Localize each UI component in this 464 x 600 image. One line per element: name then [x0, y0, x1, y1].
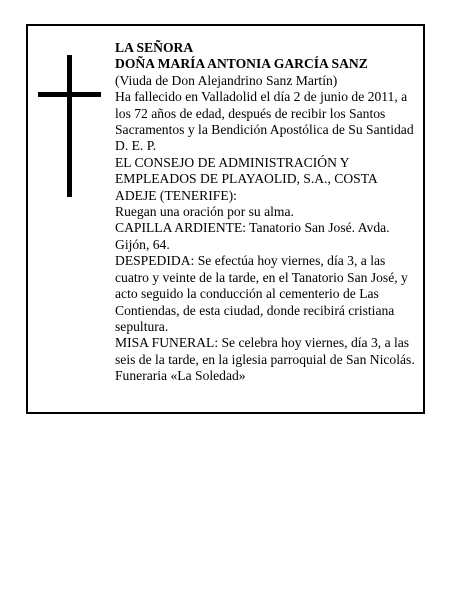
cross-icon-bar — [38, 92, 101, 97]
notice-title: LA SEÑORA — [115, 40, 194, 55]
notice-text — [115, 40, 421, 385]
council-text: EL CONSEJO DE ADMINISTRACIÓN Y EMPLEADOS DE PLAYAOLID, S.A., COSTA ADEJE (TENERIFE): — [115, 154, 378, 203]
death-text: Ha fallecido en Valladolid el día 2 de junio de 2011, a los 72 años de edad, después de recibir los Santos Sacramentos y la Bendición Apostólica de Su Santidad — [115, 89, 414, 138]
mass-text: MISA FUNERAL: Se celebra hoy viernes, día 3, a las seis de la tarde, en la iglesia parroquial de San Nicolás. — [115, 335, 415, 367]
funeral-home-text: Funeraria «La Soledad» — [115, 368, 246, 384]
prayer-text: Ruegan una oración por su alma. — [115, 204, 294, 220]
farewell-text: DESPEDIDA: Se efectúa hoy viernes, día 3, a las cuatro y veinte de la tarde, en el Tanatorio San José, y acto seguido la conducción al cementerio de Las Contiendas, de esta ciudad, donde recibirá cristiana sepultura. — [115, 253, 408, 334]
widow-line: (Viuda de Don Alejandrino Sanz Martín) — [115, 72, 338, 88]
rip-text: D. E. P. — [115, 138, 157, 154]
cross-icon — [67, 55, 72, 197]
death-notice — [26, 24, 425, 414]
deceased-name: DOÑA MARÍA ANTONIA GARCÍA SANZ — [115, 56, 368, 72]
chapel-text: CAPILLA ARDIENTE: Tanatorio San José. Avda. Gijón, 64. — [115, 220, 390, 252]
